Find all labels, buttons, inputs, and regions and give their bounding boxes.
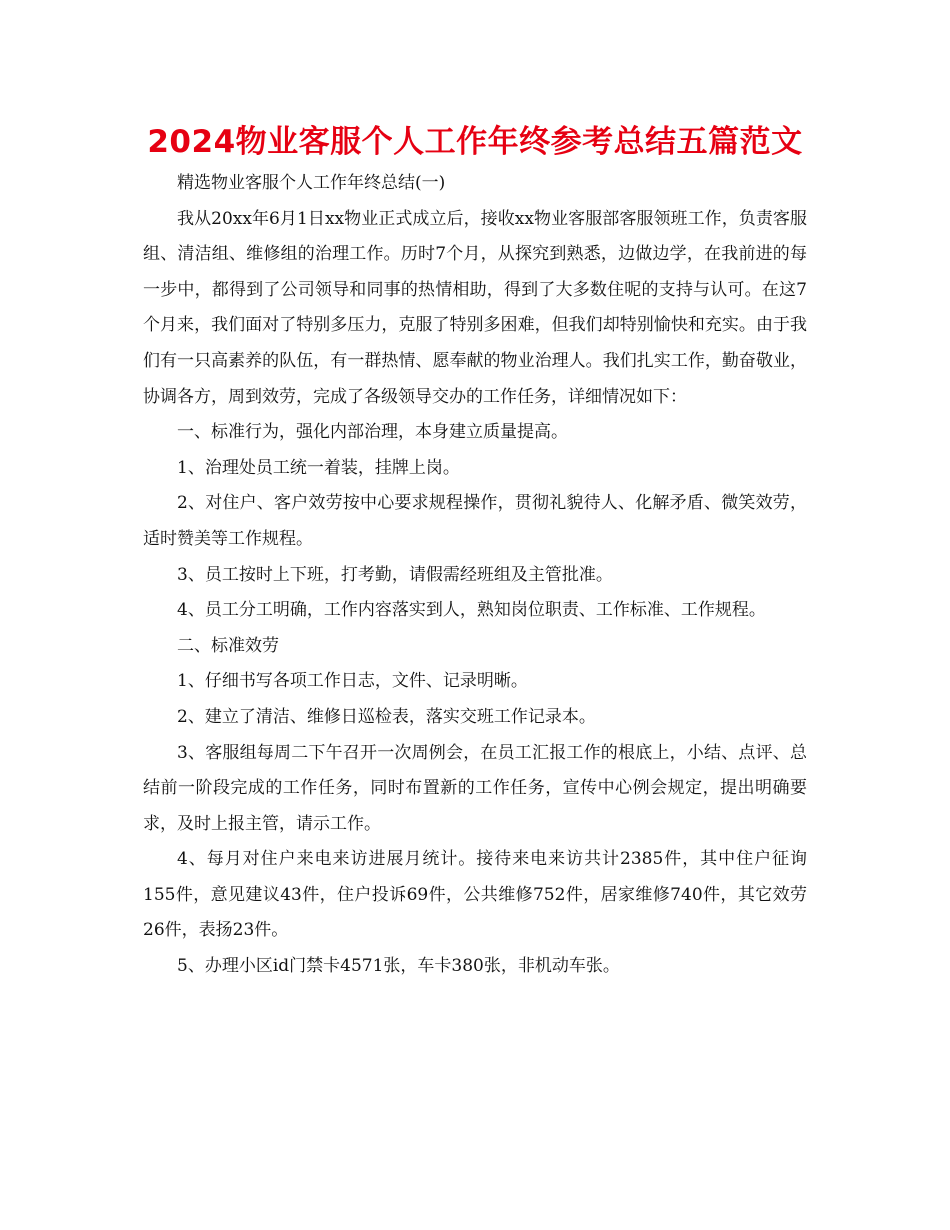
list-item: 4、每月对住户来电来访进展月统计。接待来电来访共计2385件，其中住户征询155件，意见建议43件，住户投诉69件，公共维修752件，居家维修740件，其它效劳26件，表扬23件。 <box>143 849 807 941</box>
list-item: 3、客服组每周二下午召开一次周例会，在员工汇报工作的根底上，小结、点评、总结前一阶段完成的工作任务，同时布置新的工作任务，宣传中心例会规定，提出明确要求，及时上报主管，请示工作。 <box>143 742 807 834</box>
list-item: 3、员工按时上下班，打考勤，请假需经班组及主管批准。 <box>177 564 613 585</box>
document-title: 2024物业客服个人工作年终参考总结五篇范文 <box>147 124 803 160</box>
list-item: 2、对住户、客户效劳按中心要求规程操作，贯彻礼貌待人、化解矛盾、微笑效劳，适时赞美等工作规程。 <box>143 493 807 549</box>
intro-paragraph: 我从20xx年6月1日xx物业正式成立后，接收xx物业客服部客服领班工作，负责客服组、清洁组、维修组的治理工作。历时7个月，从探究到熟悉，边做边学，在我前进的每一步中，都得到了公司领导和同事的热情相助，得到了大多数住呢的支持与认可。在这7个月来，我们面对了特别多压力，克服了特别多困难，但我们却特别愉快和充实。由于我们有一只高素养的队伍，有一群热情、愿奉献的物业治理人。我们扎实工作，勤奋敬业，协调各方，周到效劳，完成了各级领导交办的工作任务，详细情况如下： <box>143 208 807 407</box>
section-heading: 二、标准效劳 <box>177 635 279 656</box>
list-item: 1、仔细书写各项工作日志，文件、记录明晰。 <box>177 671 528 692</box>
list-item: 4、员工分工明确，工作内容落实到人，熟知岗位职责、工作标准、工作规程。 <box>177 600 766 621</box>
list-item: 1、治理处员工统一着装，挂牌上岗。 <box>177 457 460 478</box>
section-heading: 一、标准行为，强化内部治理，本身建立质量提高。 <box>177 422 568 443</box>
section-heading: 精选物业客服个人工作年终总结(一) <box>177 173 446 193</box>
list-item: 2、建立了清洁、维修日巡检表，落实交班工作记录本。 <box>177 706 596 727</box>
list-item: 5、办理小区id门禁卡4571张，车卡380张，非机动车张。 <box>177 956 620 977</box>
document-body <box>143 166 807 985</box>
